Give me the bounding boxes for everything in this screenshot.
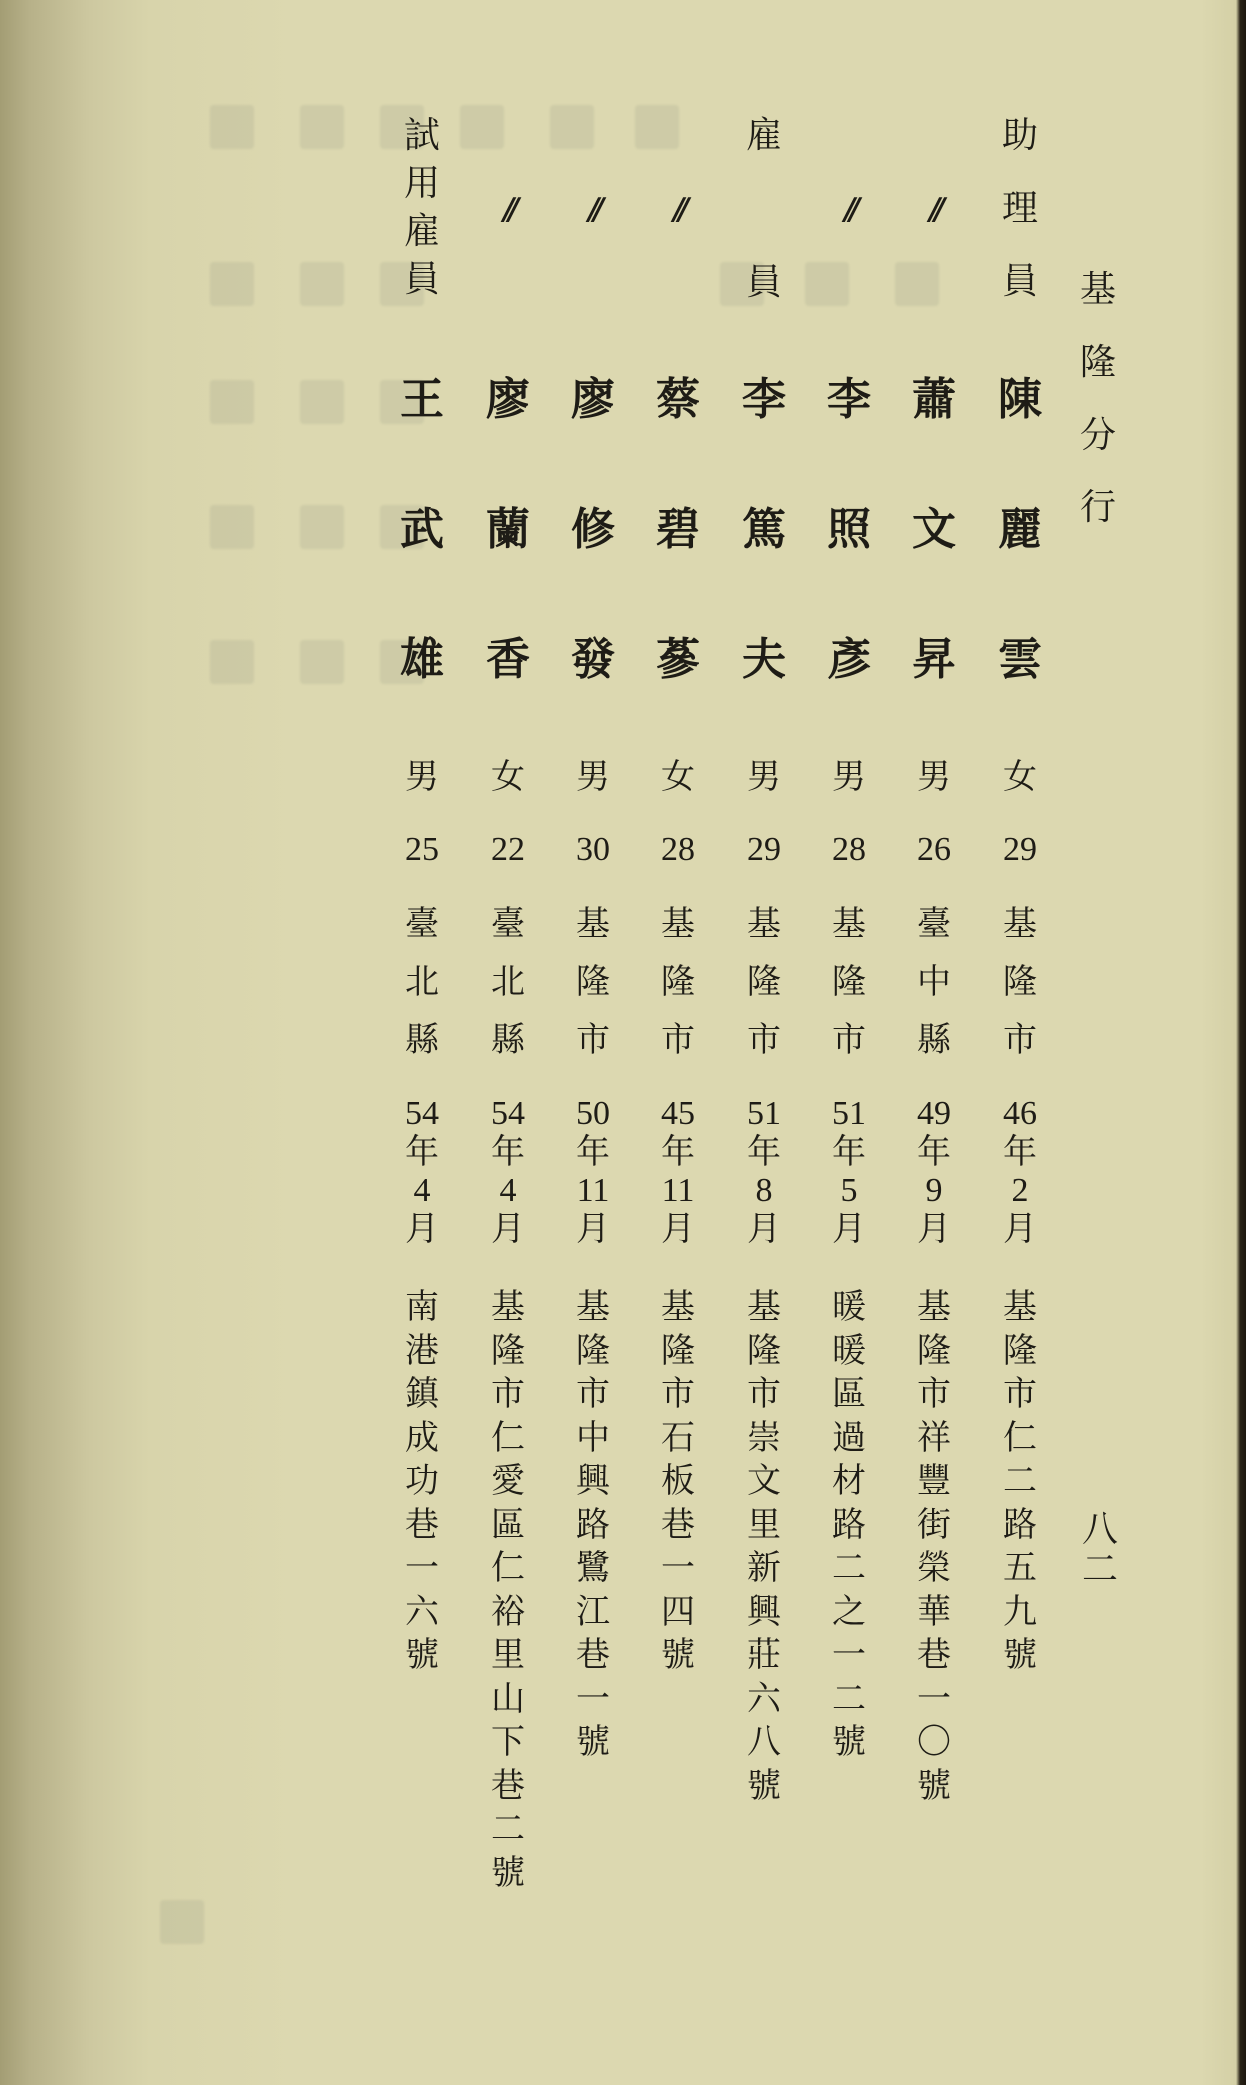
origin-char: 中 xyxy=(917,962,951,1002)
date-month: 4 xyxy=(413,1172,431,1209)
date-month-unit: 月 xyxy=(747,1209,781,1249)
origin-char: 臺 xyxy=(491,904,525,944)
name-char: 李 xyxy=(827,374,871,425)
origin-char: 基 xyxy=(576,904,610,944)
origin-char: 縣 xyxy=(491,1020,525,1060)
name-char: 昇 xyxy=(912,634,956,685)
name-char: 蔘 xyxy=(656,634,700,685)
origin-char: 臺 xyxy=(405,904,439,944)
address-char: 五 xyxy=(1003,1548,1037,1588)
address-char: 號 xyxy=(832,1722,866,1762)
date-month: 9 xyxy=(925,1172,943,1209)
job-title-char: 員 xyxy=(745,262,782,303)
address-char: 基 xyxy=(661,1287,695,1327)
age: 26 xyxy=(917,831,951,868)
address-char: 鎮 xyxy=(405,1374,439,1414)
date-year: 49 xyxy=(917,1095,951,1132)
date-month: 8 xyxy=(755,1172,773,1209)
address-char: 愛 xyxy=(491,1461,525,1501)
page-number-char: 八 xyxy=(1081,1509,1118,1550)
address-char: 號 xyxy=(747,1765,781,1806)
address-char: 南 xyxy=(405,1287,439,1327)
address-char: 祥 xyxy=(917,1417,951,1458)
date-year: 45 xyxy=(661,1095,695,1132)
age: 22 xyxy=(491,831,525,868)
job-title-char: 員 xyxy=(403,259,440,300)
address-char: 四 xyxy=(661,1591,695,1632)
name-char: 發 xyxy=(571,634,615,685)
address-char: 文 xyxy=(747,1461,781,1501)
sex: 女 xyxy=(491,757,525,797)
address-char: 材 xyxy=(832,1461,866,1501)
job-title-char: 助 xyxy=(1001,115,1038,156)
name-char: 文 xyxy=(912,504,956,555)
address-char: 里 xyxy=(491,1635,525,1675)
date-year-unit: 年 xyxy=(832,1132,866,1172)
address-char: 功 xyxy=(405,1461,439,1501)
name-char: 照 xyxy=(827,504,871,555)
address-char: 號 xyxy=(661,1635,695,1675)
ditto-mark: // xyxy=(673,192,683,227)
address-char: 市 xyxy=(1003,1374,1037,1414)
address-char: 隆 xyxy=(576,1330,610,1371)
address-char: 二 xyxy=(832,1548,866,1588)
origin-char: 基 xyxy=(1003,904,1037,944)
address-char: 路 xyxy=(1003,1504,1037,1545)
date-year-unit: 年 xyxy=(917,1132,951,1172)
address-char: 仁 xyxy=(1003,1417,1037,1458)
name-char: 修 xyxy=(571,504,615,555)
origin-char: 市 xyxy=(1003,1020,1037,1060)
address-char: 江 xyxy=(576,1591,610,1632)
address-char: 港 xyxy=(405,1330,439,1371)
address-char: 隆 xyxy=(747,1330,781,1371)
address-char: 基 xyxy=(576,1287,610,1327)
date-year: 54 xyxy=(491,1095,525,1132)
name-char: 李 xyxy=(742,374,786,425)
address-char: 鷺 xyxy=(576,1548,610,1588)
address-char: 一 xyxy=(917,1678,951,1719)
section-title-char: 基 xyxy=(1079,269,1116,310)
job-title-char: 用 xyxy=(403,163,440,204)
address-char: 號 xyxy=(576,1722,610,1762)
address-char: 成 xyxy=(405,1417,439,1458)
address-char: 基 xyxy=(917,1287,951,1327)
ditto-mark: // xyxy=(844,192,854,227)
name-char: 蔡 xyxy=(656,374,700,425)
date-month: 2 xyxy=(1011,1172,1029,1209)
address-char: 華 xyxy=(917,1591,951,1632)
sex: 男 xyxy=(405,757,439,797)
address-char: 九 xyxy=(1003,1591,1037,1632)
address-char: 隆 xyxy=(661,1330,695,1371)
date-year: 50 xyxy=(576,1095,610,1132)
date-month: 5 xyxy=(840,1172,858,1209)
origin-char: 基 xyxy=(747,904,781,944)
date-year: 54 xyxy=(405,1095,439,1132)
address-char: 市 xyxy=(917,1374,951,1414)
address-char: 過 xyxy=(832,1417,866,1458)
address-char: 石 xyxy=(661,1417,695,1458)
name-char: 王 xyxy=(400,374,444,425)
address-char: 路 xyxy=(832,1504,866,1545)
address-char: 一 xyxy=(832,1635,866,1675)
date-month-unit: 月 xyxy=(405,1209,439,1249)
name-char: 麗 xyxy=(998,504,1042,555)
name-char: 蘭 xyxy=(486,504,530,555)
address-char: 六 xyxy=(405,1591,439,1632)
address-char: 市 xyxy=(747,1374,781,1414)
date-year-unit: 年 xyxy=(661,1132,695,1172)
address-char: 之 xyxy=(832,1591,866,1632)
name-char: 彥 xyxy=(827,634,871,685)
address-char: 巷 xyxy=(576,1635,610,1675)
name-char: 香 xyxy=(486,634,530,685)
address-char: 隆 xyxy=(491,1330,525,1371)
section-title-char: 隆 xyxy=(1079,342,1116,383)
address-char: 下 xyxy=(491,1722,525,1762)
age: 25 xyxy=(405,831,439,868)
origin-char: 隆 xyxy=(832,962,866,1002)
origin-char: 北 xyxy=(491,962,525,1002)
name-char: 廖 xyxy=(571,374,615,425)
sex: 女 xyxy=(1003,757,1037,797)
address-char: 隆 xyxy=(917,1330,951,1371)
address-char: 巷 xyxy=(661,1504,695,1545)
ditto-mark: // xyxy=(929,192,939,227)
age: 28 xyxy=(832,831,866,868)
origin-char: 隆 xyxy=(576,962,610,1002)
date-year-unit: 年 xyxy=(405,1132,439,1172)
address-char: 號 xyxy=(1003,1635,1037,1675)
sex: 男 xyxy=(747,757,781,797)
name-char: 夫 xyxy=(742,634,786,685)
origin-char: 隆 xyxy=(661,962,695,1002)
address-char: 六 xyxy=(747,1678,781,1719)
address-char: 裕 xyxy=(491,1591,525,1632)
date-year-unit: 年 xyxy=(576,1132,610,1172)
name-char: 雲 xyxy=(998,634,1042,685)
origin-char: 縣 xyxy=(405,1020,439,1060)
address-char: 莊 xyxy=(747,1635,781,1675)
address-char: 基 xyxy=(747,1287,781,1327)
address-char: 中 xyxy=(576,1417,610,1458)
address-char: 里 xyxy=(747,1504,781,1545)
date-month-unit: 月 xyxy=(576,1209,610,1249)
origin-char: 縣 xyxy=(917,1020,951,1060)
job-title-char: 試 xyxy=(403,115,440,156)
name-char: 陳 xyxy=(998,374,1042,425)
origin-char: 市 xyxy=(747,1020,781,1060)
date-month: 11 xyxy=(576,1172,610,1209)
address-char: 一 xyxy=(576,1678,610,1719)
address-char: 市 xyxy=(661,1374,695,1414)
date-month-unit: 月 xyxy=(661,1209,695,1249)
origin-char: 市 xyxy=(661,1020,695,1060)
address-char: 板 xyxy=(661,1461,695,1501)
address-char: 號 xyxy=(491,1852,525,1893)
origin-char: 臺 xyxy=(917,904,951,944)
origin-char: 隆 xyxy=(1003,962,1037,1002)
date-month-unit: 月 xyxy=(917,1209,951,1249)
ditto-mark: // xyxy=(503,192,513,227)
address-char: 街 xyxy=(917,1504,951,1545)
address-char: 仁 xyxy=(491,1417,525,1458)
name-char: 武 xyxy=(400,504,444,555)
sex: 女 xyxy=(661,757,695,797)
date-year-unit: 年 xyxy=(1003,1132,1037,1172)
date-year-unit: 年 xyxy=(491,1132,525,1172)
job-title-char: 雇 xyxy=(745,115,782,156)
address-char: 巷 xyxy=(405,1504,439,1545)
address-char: 一 xyxy=(661,1548,695,1588)
origin-char: 基 xyxy=(832,904,866,944)
address-char: 〇 xyxy=(917,1722,951,1762)
sex: 男 xyxy=(917,757,951,797)
address-char: 崇 xyxy=(747,1417,781,1458)
date-month: 11 xyxy=(661,1172,695,1209)
address-char: 區 xyxy=(832,1374,866,1414)
job-title-char: 理 xyxy=(1001,188,1038,229)
address-char: 號 xyxy=(917,1765,951,1806)
name-char: 雄 xyxy=(400,634,444,685)
age: 29 xyxy=(747,831,781,868)
origin-char: 北 xyxy=(405,962,439,1002)
name-char: 碧 xyxy=(656,504,700,555)
origin-char: 市 xyxy=(576,1020,610,1060)
section-title-char: 行 xyxy=(1079,487,1116,528)
name-char: 廖 xyxy=(486,374,530,425)
date-month: 4 xyxy=(499,1172,517,1209)
address-char: 巷 xyxy=(491,1765,525,1806)
address-char: 興 xyxy=(576,1461,610,1501)
address-char: 二 xyxy=(1003,1461,1037,1501)
date-year-unit: 年 xyxy=(747,1132,781,1172)
address-char: 暖 xyxy=(832,1330,866,1371)
address-char: 仁 xyxy=(491,1548,525,1588)
address-char: 區 xyxy=(491,1504,525,1545)
age: 30 xyxy=(576,831,610,868)
address-char: 新 xyxy=(747,1548,781,1588)
address-char: 隆 xyxy=(1003,1330,1037,1371)
date-month-unit: 月 xyxy=(1003,1209,1037,1249)
address-char: 基 xyxy=(491,1287,525,1327)
address-char: 山 xyxy=(491,1678,525,1719)
address-char: 市 xyxy=(491,1374,525,1414)
page-number-char: 二 xyxy=(1081,1549,1118,1590)
origin-char: 隆 xyxy=(747,962,781,1002)
section-title-char: 分 xyxy=(1079,415,1116,456)
date-year: 51 xyxy=(832,1095,866,1132)
age: 28 xyxy=(661,831,695,868)
address-char: 基 xyxy=(1003,1287,1037,1327)
address-char: 一 xyxy=(405,1548,439,1588)
address-char: 二 xyxy=(832,1678,866,1719)
address-char: 豐 xyxy=(917,1461,951,1501)
address-char: 暖 xyxy=(832,1287,866,1327)
date-month-unit: 月 xyxy=(491,1209,525,1249)
date-month-unit: 月 xyxy=(832,1209,866,1249)
address-char: 八 xyxy=(747,1722,781,1762)
address-char: 榮 xyxy=(917,1548,951,1588)
date-year: 51 xyxy=(747,1095,781,1132)
sex: 男 xyxy=(832,757,866,797)
name-char: 篤 xyxy=(742,504,786,555)
sex: 男 xyxy=(576,757,610,797)
job-title-char: 員 xyxy=(1001,261,1038,302)
address-char: 號 xyxy=(405,1635,439,1675)
age: 29 xyxy=(1003,831,1037,868)
address-char: 市 xyxy=(576,1374,610,1414)
address-char: 巷 xyxy=(917,1635,951,1675)
address-char: 二 xyxy=(491,1809,525,1849)
name-char: 蕭 xyxy=(912,374,956,425)
job-title-char: 雇 xyxy=(403,211,440,252)
address-char: 興 xyxy=(747,1591,781,1632)
origin-char: 市 xyxy=(832,1020,866,1060)
date-year: 46 xyxy=(1003,1095,1037,1132)
origin-char: 基 xyxy=(661,904,695,944)
address-char: 路 xyxy=(576,1504,610,1545)
ditto-mark: // xyxy=(588,192,598,227)
